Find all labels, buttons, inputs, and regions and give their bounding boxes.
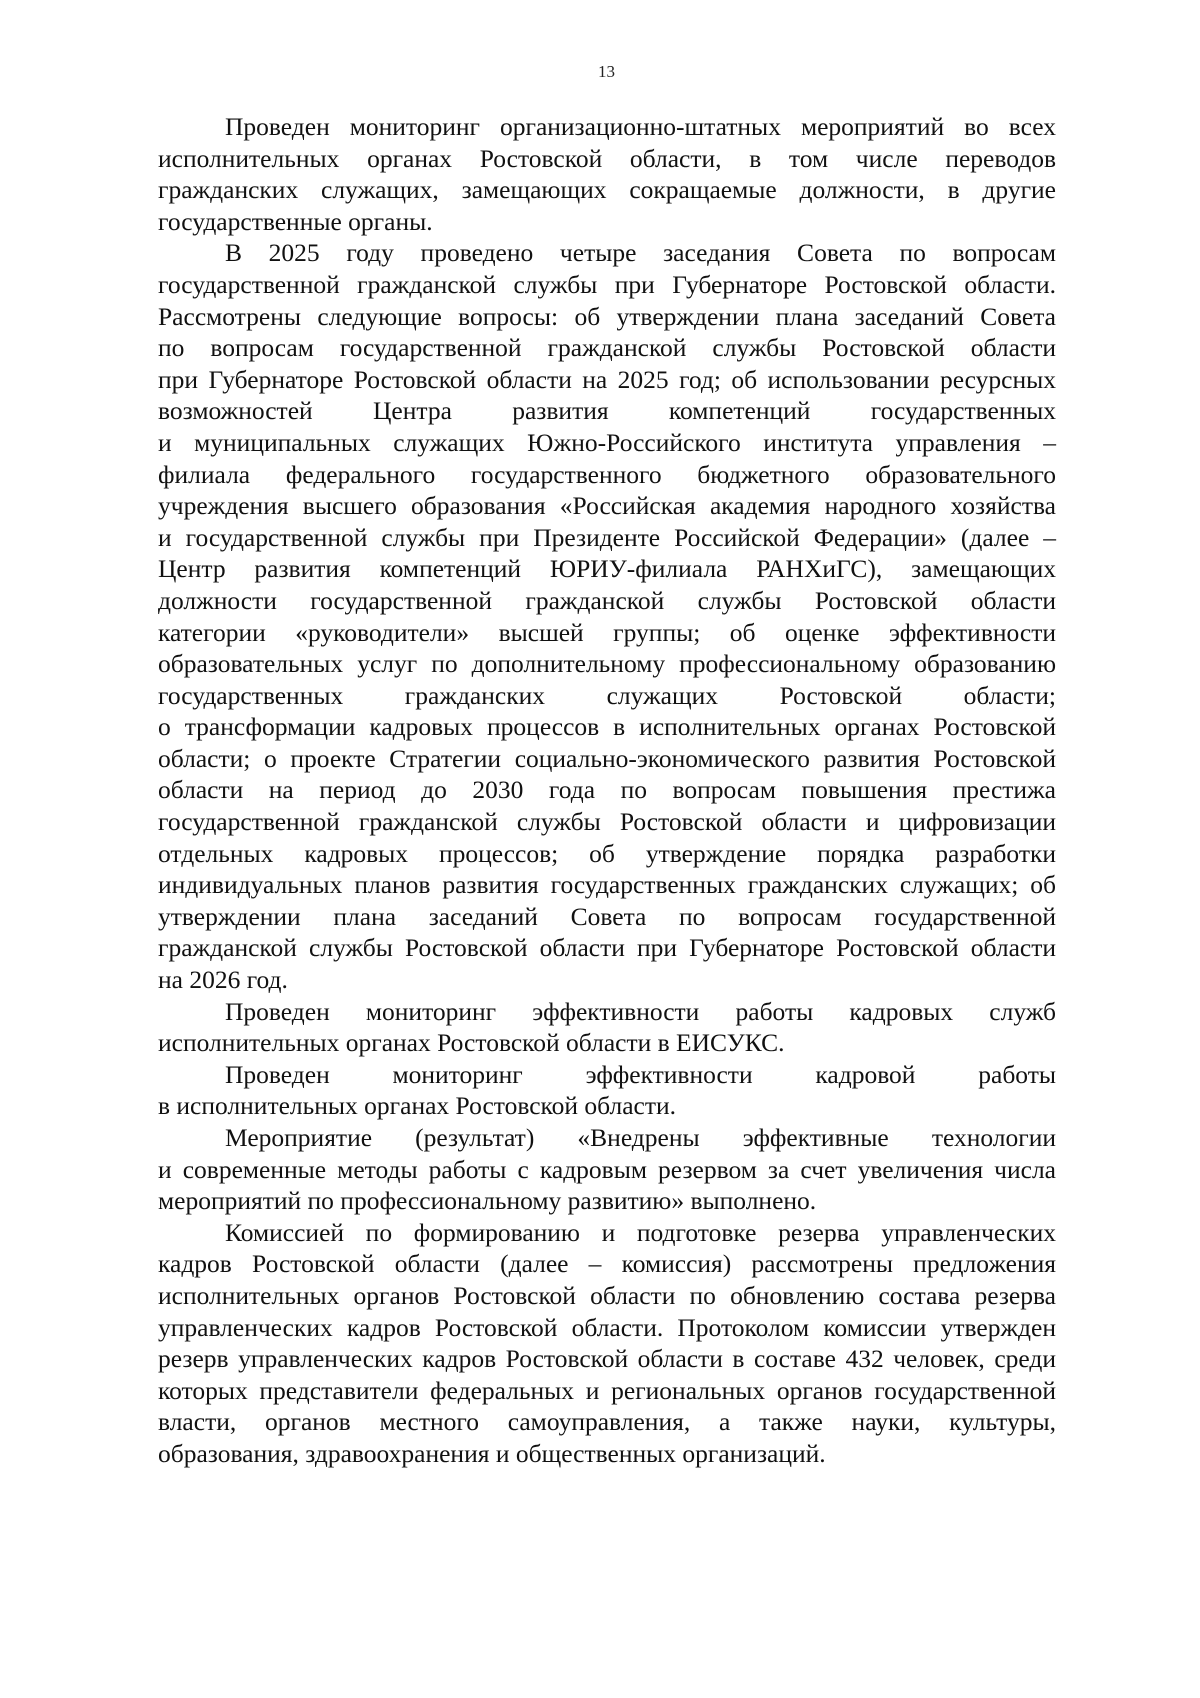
text-line: и государственной службы при Президенте Российской Федерации» (далее – bbox=[158, 522, 1056, 552]
text-line: и муниципальных служащих Южно-Российского института управления – bbox=[158, 427, 1056, 457]
text-line: в исполнительных органах Ростовской области. bbox=[158, 1091, 677, 1121]
text-line: учреждения высшего образования «Российская академия народного хозяйства bbox=[158, 491, 1056, 521]
text-line: исполнительных органах Ростовской области в ЕИСУКС. bbox=[158, 1028, 785, 1058]
text-line: В 2025 году проведено четыре заседания Совета по вопросам bbox=[225, 238, 1056, 268]
text-line: государственной гражданской службы Ростовской области и цифровизации bbox=[158, 807, 1056, 837]
text-line: категории «руководители» высшей группы; об оценке эффективности bbox=[158, 617, 1056, 647]
text-line: возможностей Центра развития компетенций государственных bbox=[158, 396, 1056, 426]
text-line: исполнительных органов Ростовской области по обновлению состава резерва bbox=[158, 1280, 1056, 1310]
text-line: филиала федерального государственного бюджетного образовательного bbox=[158, 459, 1056, 489]
text-line: власти, органов местного самоуправления, а также науки, культуры, bbox=[158, 1407, 1056, 1437]
text-line: по вопросам государственной гражданской службы Ростовской области bbox=[158, 333, 1056, 363]
text-line: мероприятий по профессиональному развитию» выполнено. bbox=[158, 1186, 817, 1216]
text-line: при Губернаторе Ростовской области на 2025 год; об использовании ресурсных bbox=[158, 364, 1056, 394]
text-line: которых представители федеральных и региональных органов государственной bbox=[158, 1375, 1056, 1405]
text-line: области на период до 2030 года по вопросам повышения престижа bbox=[158, 775, 1056, 805]
text-line: отдельных кадровых процессов; об утверждение порядка разработки bbox=[158, 838, 1056, 868]
text-line: кадров Ростовской области (далее – комиссия) рассмотрены предложения bbox=[158, 1249, 1056, 1279]
text-line: Мероприятие (результат) «Внедрены эффективные технологии bbox=[225, 1123, 1056, 1152]
text-line: должности государственной гражданской службы Ростовской области bbox=[158, 585, 1056, 615]
document-body bbox=[158, 111, 1056, 1470]
text-line: исполнительных органах Ростовской области, в том числе переводов bbox=[158, 143, 1056, 173]
paragraph-staffing-monitoring bbox=[158, 111, 1056, 237]
text-line: гражданских служащих, замещающих сокращаемые должности, в другие bbox=[158, 175, 1056, 205]
text-line: утверждении плана заседаний Совета по вопросам государственной bbox=[158, 901, 1056, 931]
text-line: Комиссией по формированию и подготовке резерва управленческих bbox=[225, 1217, 1056, 1247]
text-line: гражданской службы Ростовской области при Губернаторе Ростовской области bbox=[158, 933, 1056, 963]
text-line: Центр развития компетенций ЮРИУ-филиала РАНХиГС), замещающих bbox=[158, 554, 1056, 584]
paragraph-hr-services-monitoring bbox=[158, 996, 1056, 1059]
text-line: государственных гражданских служащих Ростовской области; bbox=[158, 680, 1056, 710]
text-line: Рассмотрены следующие вопросы: об утверждении плана заседаний Совета bbox=[158, 301, 1056, 331]
text-line: государственной гражданской службы при Губернаторе Ростовской области. bbox=[158, 269, 1056, 299]
paragraph-council-meetings bbox=[158, 237, 1056, 995]
text-line: Проведен мониторинг эффективности работы кадровых служб bbox=[225, 996, 1056, 1026]
text-line: образования, здравоохранения и общественных организаций. bbox=[158, 1438, 826, 1468]
text-line: и современные методы работы с кадровым резервом за счет увеличения числа bbox=[158, 1154, 1056, 1184]
paragraph-hr-work-monitoring bbox=[158, 1059, 1056, 1122]
text-line: резерв управленческих кадров Ростовской области в составе 432 человек, среди bbox=[158, 1344, 1056, 1374]
paragraph-reserve-commission bbox=[158, 1217, 1056, 1470]
text-line: индивидуальных планов развития государственных гражданских служащих; об bbox=[158, 870, 1056, 900]
text-line: управленческих кадров Ростовской области. Протоколом комиссии утвержден bbox=[158, 1312, 1056, 1342]
text-line: области; о проекте Стратегии социально-экономического развития Ростовской bbox=[158, 743, 1056, 773]
paragraph-measure-result bbox=[158, 1122, 1056, 1217]
text-line: Проведен мониторинг эффективности кадровой работы bbox=[225, 1059, 1056, 1089]
text-line: образовательных услуг по дополнительному профессиональному образованию bbox=[158, 649, 1056, 679]
text-line: государственные органы. bbox=[158, 206, 433, 236]
text-line: о трансформации кадровых процессов в исполнительных органах Ростовской bbox=[158, 712, 1056, 742]
page-number: 13 bbox=[598, 62, 615, 81]
text-line: на 2026 год. bbox=[158, 965, 288, 995]
text-line: Проведен мониторинг организационно-штатных мероприятий во всех bbox=[225, 112, 1056, 141]
